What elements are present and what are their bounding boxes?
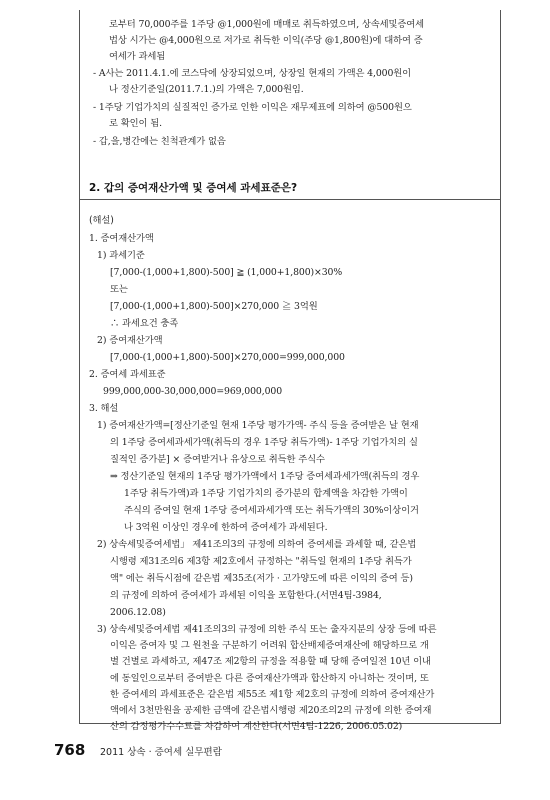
book-title: 2011 상속 · 증여세 실무편람 xyxy=(100,747,222,758)
answer-text-line: ⇒ 정산기준일 현재의 1주당 평가가액에서 1주당 증여세과세가액(취득의 경우 xyxy=(110,471,420,482)
body-text-line: - 갑,을,병간에는 친척관계가 없음 xyxy=(93,136,226,147)
answer-text-line: 한 증여세의 과세표준은 같은법 제55조 제1항 제2호의 규정에 의하여 증여재산가 xyxy=(110,688,435,700)
answer-text-line: 1주당 취득가액)과 1주당 기업가치의 증가분의 합계액을 차감한 가액이 xyxy=(124,488,408,499)
body-text-line: - A사는 2011.4.1.에 코스닥에 상장되었으며, 상장일 현재의 가액은 4,000원이 xyxy=(93,68,412,79)
answer-text-line: 에 동일인으로부터 증여받은 다른 증여재산가액과 합산하지 아니하는 것이며, 또 xyxy=(110,672,429,684)
section-divider xyxy=(79,199,500,200)
answer-text-line: [7,000-(1,000+1,800)-500]×270,000=999,000,000 xyxy=(110,352,345,363)
answer-text-line: 별 건별로 과세하고, 제47조 제2항의 규정을 적용할 때 당해 증여일전 10년 이내 xyxy=(110,656,431,668)
body-text-line: 법상 시가는 @4,000원으로 저가로 취득한 이익(주당 @1,800원)에 대하여 증 xyxy=(109,35,423,46)
body-text-line: 나 정산기준일(2011.7.1.)의 가액은 7,000원임. xyxy=(109,84,304,95)
answer-text-line: (해설) xyxy=(89,215,114,226)
answer-text-line: 산의 감정평가수수료를 차감하여 계산한다(서면4팀-1226, 2006.05.02) xyxy=(110,721,403,733)
answer-text-line: 2. 증여세 과세표준 xyxy=(89,369,166,380)
answer-text-line: 액에서 3천만원을 공제한 금액에 같은법시행령 제20조의2의 규정에 의한 증여재 xyxy=(110,705,432,716)
answer-text-line: 액" 에는 취득시점에 같은법 제35조(저가 · 고가양도에 따른 이익의 증여 등) xyxy=(110,573,413,584)
answer-text-line: 주식의 증여일 현재 1주당 증여세과세가액 또는 취득가액의 30%이상이거 xyxy=(124,505,419,516)
answer-text-line: 3. 해설 xyxy=(89,403,119,414)
answer-text-line: 2006.12.08) xyxy=(110,607,166,618)
body-text-line: 로 확인이 됨. xyxy=(109,118,162,129)
question-heading: 2. 갑의 증여재산가액 및 증여세 과세표준은? xyxy=(89,182,298,194)
answer-text-line: 나 3억원 이상인 경우에 한하여 증여세가 과세된다. xyxy=(124,522,328,533)
body-text-line: 여세가 과세됨 xyxy=(109,51,166,62)
answer-text-line: 3) 상속세및증여세법 제41조의3의 규정에 의한 주식 또는 출자지분의 상장 등에 따른 xyxy=(97,624,437,635)
answer-text-line: 이익은 증여자 및 그 원천을 구분하기 어려워 합산배제증여재산에 해당하므로 개 xyxy=(110,640,429,652)
body-text-line: 로부터 70,000주를 1주당 @1,000원에 매매로 취득하였으며, 상속세및증여세 xyxy=(109,19,425,30)
answer-text-line: 1) 과세기준 xyxy=(97,250,145,261)
answer-text-line: 1) 증여재산가액=[정산기준일 현재 1주당 평가가액- 주식 등을 증여받은 날 현재 xyxy=(97,420,419,431)
answer-text-line: 의 규정에 의하여 증여세가 과세된 이익을 포함한다.(서면4팀-3984, xyxy=(110,590,382,601)
answer-text-line: 시행령 제31조의6 제3항 제2호에서 규정하는 "취득일 현재의 1주당 취득가 xyxy=(110,556,412,567)
answer-text-line: 질적인 증가분] × 증여받거나 유상으로 취득한 주식수 xyxy=(110,454,325,465)
body-text-line: - 1주당 기업가치의 실질적인 증가로 인한 이익은 재무제표에 의하여 @500원으 xyxy=(93,102,412,113)
page-number: 768 xyxy=(54,741,86,759)
answer-text-line: 999,000,000-30,000,000=969,000,000 xyxy=(103,386,283,397)
answer-text-line: 1. 증여재산가액 xyxy=(89,233,154,244)
answer-text-line: 2) 증여재산가액 xyxy=(97,335,163,346)
answer-text-line: [7,000-(1,000+1,800)-500] ≧ (1,000+1,800)×30% xyxy=(110,267,343,278)
answer-text-line: 의 1주당 증여세과세가액(취득의 경우 1주당 취득가액)- 1주당 기업가치의 실 xyxy=(110,437,418,448)
answer-text-line: 2) 상속세및증여세법」 제41조의3의 규정에 의하여 증여세를 과세할 때, 같은법 xyxy=(97,539,417,550)
answer-text-line: [7,000-(1,000+1,800)-500]×270,000 ≧ 3억원 xyxy=(110,301,318,312)
answer-text-line: 또는 xyxy=(110,284,128,295)
answer-text-line: ∴ 과세요건 충족 xyxy=(110,318,179,329)
